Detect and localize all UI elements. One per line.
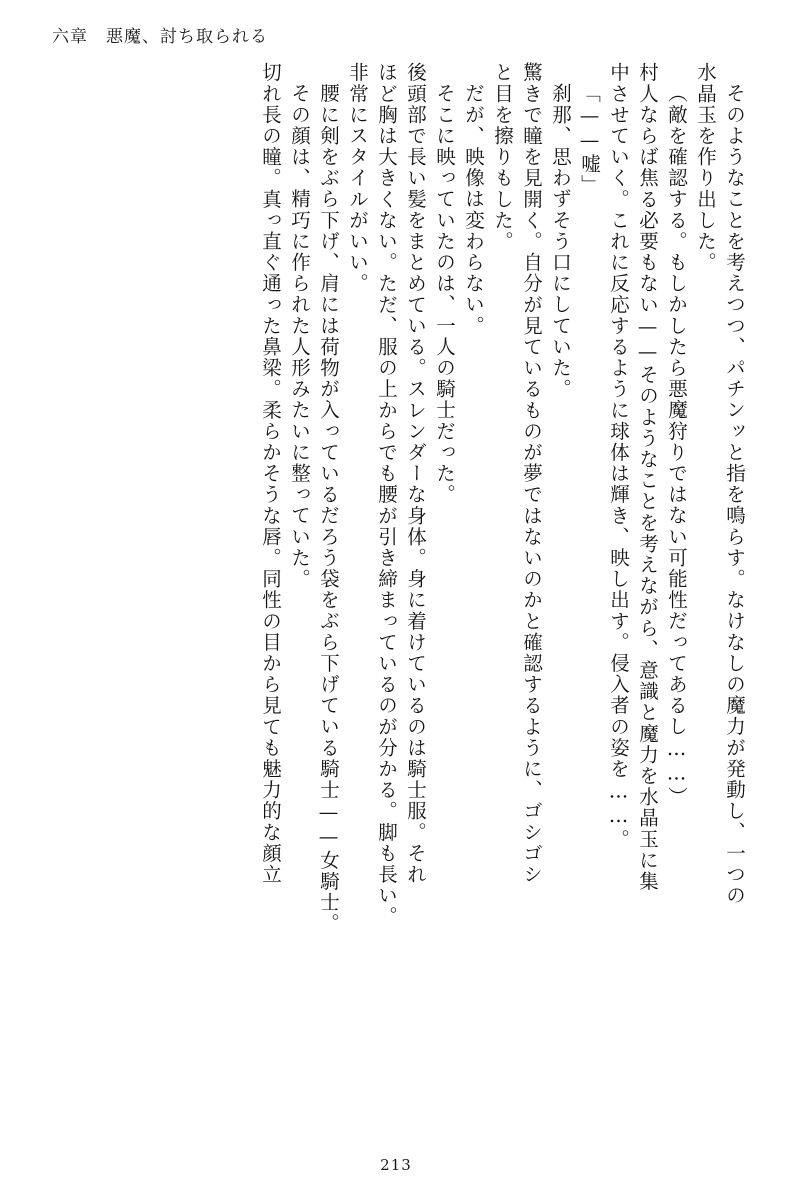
chapter-number: 六章 — [52, 27, 88, 47]
text-column: 村人ならば焦る必要もない——そのようなことを考えながら、意識と魔力を水晶玉に集 — [636, 62, 659, 892]
text-column: 刹那、思わずそう口にしていた。 — [549, 83, 572, 400]
text-column: そのようなことを考えつつ、パチンッと指を鳴らす。なけなしの魔力が発動し、一つの — [723, 83, 746, 906]
vertical-text-columns — [52, 62, 744, 1122]
text-column: 切れ長の瞳。真っ直ぐ通った鼻梁。柔らかそうな唇。同性の目から見ても魅力的な顔立 — [259, 62, 282, 885]
text-column: だが、映像は変わらない。 — [462, 83, 485, 337]
text-column: 「——嘘」 — [578, 83, 601, 196]
text-column: 驚きで瞳を見開く。自分が見ているものが夢ではないのかと確認するように、ゴシゴシ — [520, 62, 543, 885]
text-column: 腰に剣をぶら下げ、肩には荷物が入っているだろう袋をぶら下げている騎士——女騎士。 — [317, 83, 340, 934]
text-column: （敵を確認する。もしかしたら悪魔狩りではない可能性だってあるし……） — [665, 83, 688, 808]
text-column: 後頭部で長い髪をまとめている。スレンダーな身体。身に着けているのは騎士服。それ — [404, 62, 427, 885]
text-column: 中させていく。これに反応するように球体は輝き、映し出す。侵入者の姿を……。 — [607, 62, 630, 850]
text-column: その顔は、精巧に作られた人形みたいに整っていた。 — [288, 83, 311, 590]
text-column: と目を擦りもした。 — [491, 62, 514, 252]
text-column: 非常にスタイルがいい。 — [346, 62, 369, 295]
text-column: ほど胸は大きくない。ただ、服の上からでも腰が引き締まっているのが分かる。脚も長い。 — [375, 62, 398, 928]
chapter-title: 悪魔、討ち取られる — [106, 27, 268, 47]
page-number: 213 — [380, 1156, 412, 1174]
text-column: そこに映っていたのは、一人の騎士だった。 — [433, 83, 456, 505]
running-header — [52, 22, 268, 47]
page-body — [52, 62, 744, 1122]
text-column: 水晶玉を作り出した。 — [694, 62, 717, 273]
